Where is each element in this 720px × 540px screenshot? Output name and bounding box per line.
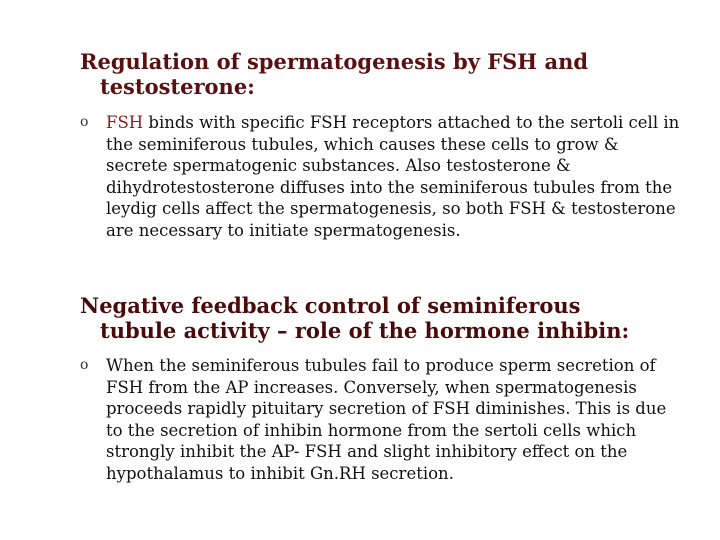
bullet-fsh-paragraph [80, 112, 685, 242]
heading-line-2: testosterone: [100, 74, 255, 99]
heading-line-1: Negative feedback control of seminiferous [80, 293, 581, 318]
bullet-marker: o [80, 114, 89, 130]
section-heading-regulation [80, 49, 680, 99]
bullet-inhibin-paragraph [80, 355, 670, 485]
heading-line-2: tubule activity – role of the hormone inhibin: [100, 318, 630, 343]
heading-line-1: Regulation of spermatogenesis by FSH and [80, 49, 589, 74]
section-heading-negative-feedback [80, 293, 680, 343]
fsh-highlight: FSH [106, 113, 144, 132]
bullet-body: When the seminiferous tubules fail to produce sperm secretion of FSH from the AP increases. Conversely, when spermatogenesis proceeds rapidly pituitary secretion of FSH diminishes. This is due to the secretion of inhibin hormone from the sertoli cells which strongly inhibit the AP- FSH and slight inhibitory effect on the hypothalamus to inhibit Gn.RH secretion. [106, 356, 667, 483]
bullet-marker: o [80, 357, 89, 373]
bullet-body: binds with specific FSH receptors attached to the sertoli cell in the seminiferous tubules, which causes these cells to grow & secrete spermatogenic substances. Also testosterone & dihydrotestosterone diffuses into the seminiferous tubules from the leydig cells affect the spermatogenesis, so both FSH & testosterone are necessary to initiate spermatogenesis. [106, 113, 680, 240]
bullet-text [80, 112, 685, 242]
